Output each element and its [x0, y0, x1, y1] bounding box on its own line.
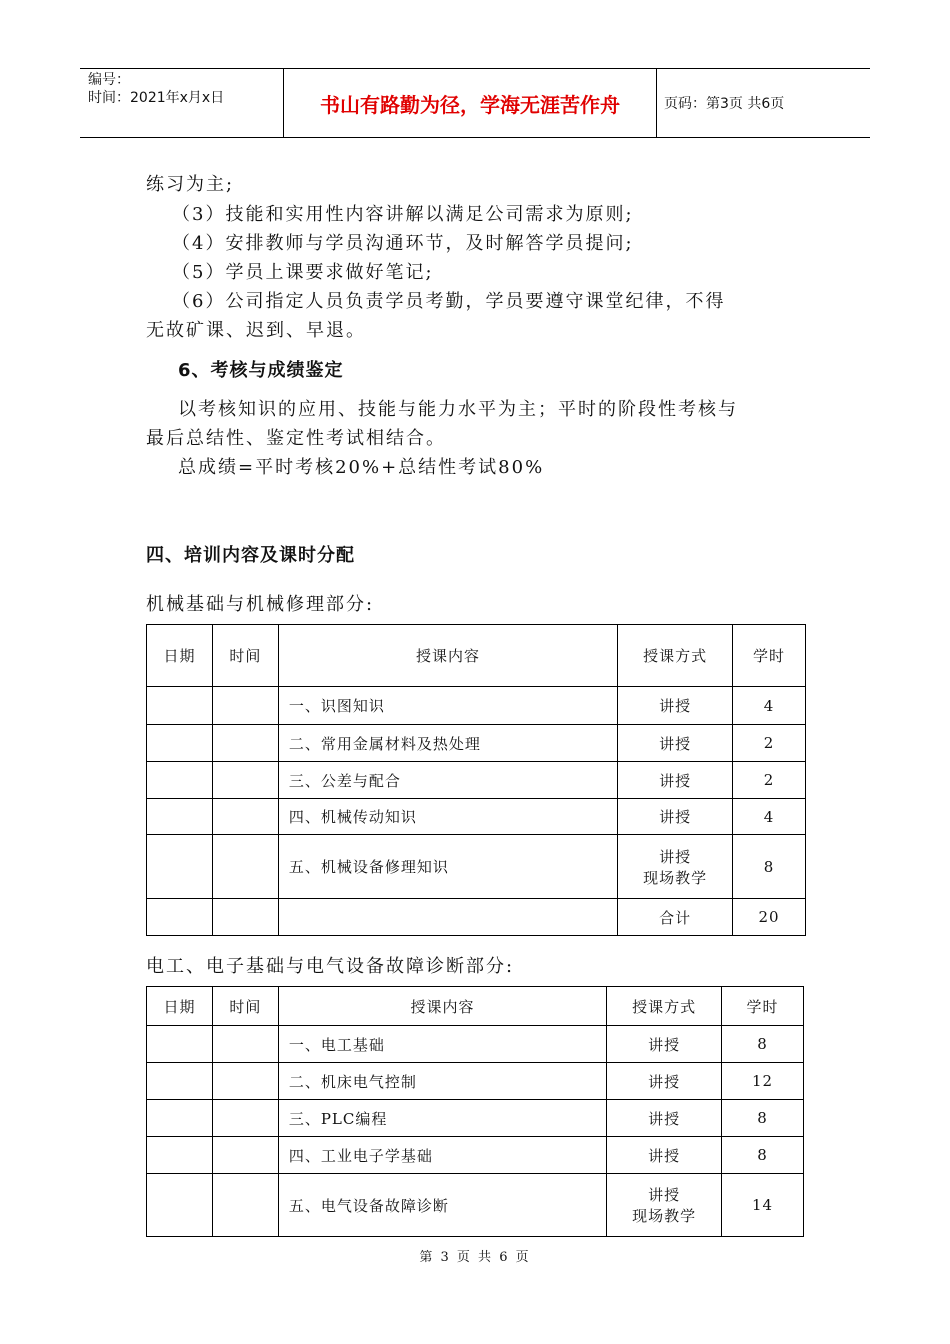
time-label: 时间：2021年x月x日	[88, 90, 225, 106]
content-cell: 五、电气设备故障诊断	[278, 1174, 606, 1237]
body-item-6b: 无故矿课、迟到、早退。	[146, 320, 366, 341]
hours-cell: 8	[733, 835, 806, 899]
header-motto: 书山有路勤为径，学海无涯苦作舟	[283, 69, 657, 137]
hours-cell: 4	[733, 799, 806, 835]
method-cell: 讲授	[618, 725, 733, 762]
header-hours: 学时	[722, 987, 804, 1026]
table-mechanical	[146, 624, 806, 936]
table-electrical	[146, 986, 804, 1237]
content-cell: 一、识图知识	[278, 687, 617, 725]
method-cell: 讲授	[618, 799, 733, 835]
body-line: 练习为主;	[146, 174, 235, 195]
body-item-3: （3）技能和实用性内容讲解以满足公司需求为原则;	[172, 204, 634, 225]
section-6-para-2: 总成绩=平时考核20%+总结性考试80%	[178, 457, 545, 478]
date-cell	[147, 1137, 213, 1174]
content-cell: 四、工业电子学基础	[278, 1137, 606, 1174]
time-cell	[212, 1137, 278, 1174]
method-cell: 讲授	[607, 1026, 722, 1063]
table-row	[147, 1063, 804, 1100]
header-meta	[80, 69, 283, 137]
time-cell	[212, 1174, 278, 1237]
header-method: 授课方式	[607, 987, 722, 1026]
page-header	[80, 68, 870, 138]
table-row	[147, 1137, 804, 1174]
time-cell	[212, 1100, 278, 1137]
table1-caption: 机械基础与机械修理部分:	[146, 594, 375, 615]
date-cell	[147, 1063, 213, 1100]
table-row	[147, 799, 806, 835]
method-cell: 讲授	[607, 1100, 722, 1137]
table-row	[147, 835, 806, 899]
date-cell	[147, 1100, 213, 1137]
table-row	[147, 1174, 804, 1237]
header-time: 时间	[212, 987, 278, 1026]
time-cell	[212, 762, 278, 799]
header-time: 时间	[212, 625, 278, 687]
content-cell: 五、机械设备修理知识	[278, 835, 617, 899]
method-line-2: 现场教学	[643, 868, 708, 887]
table2-caption: 电工、电子基础与电气设备故障诊断部分:	[146, 956, 515, 977]
header-page-info: 页码：第3页 共6页	[664, 96, 785, 112]
table-total-row	[147, 899, 806, 936]
time-cell	[212, 899, 278, 936]
table-row	[147, 725, 806, 762]
body-item-4: （4）安排教师与学员沟通环节，及时解答学员提问;	[172, 233, 634, 254]
hours-cell: 4	[733, 687, 806, 725]
date-cell	[147, 899, 213, 936]
section-6-para-1b: 最后总结性、鉴定性考试相结合。	[146, 428, 446, 449]
content-cell: 二、机床电气控制	[278, 1063, 606, 1100]
method-cell: 讲授	[607, 1063, 722, 1100]
method-line-1: 讲授	[659, 847, 692, 866]
method-cell	[618, 835, 733, 899]
hours-cell: 12	[722, 1063, 804, 1100]
table-row	[147, 762, 806, 799]
section-4-title: 四、培训内容及课时分配	[146, 545, 355, 566]
content-cell: 二、常用金属材料及热处理	[278, 725, 617, 762]
hours-cell: 2	[733, 725, 806, 762]
method-line-2: 现场教学	[632, 1207, 697, 1225]
date-cell	[147, 762, 213, 799]
date-cell	[147, 1174, 213, 1237]
date-cell	[147, 799, 213, 835]
content-cell: 三、PLC编程	[278, 1100, 606, 1137]
header-method: 授课方式	[618, 625, 733, 687]
hours-cell: 14	[722, 1174, 804, 1237]
table-row	[147, 1026, 804, 1063]
date-cell	[147, 1026, 213, 1063]
body-item-6a: （6）公司指定人员负责学员考勤，学员要遵守课堂纪律，不得	[172, 291, 726, 312]
content-cell: 四、机械传动知识	[278, 799, 617, 835]
time-cell	[212, 835, 278, 899]
time-cell	[212, 725, 278, 762]
header-content: 授课内容	[278, 625, 617, 687]
hours-cell: 8	[722, 1026, 804, 1063]
method-line-1: 讲授	[648, 1186, 681, 1204]
method-cell	[607, 1174, 722, 1237]
table-row	[147, 1100, 804, 1137]
total-label-cell: 合计	[618, 899, 733, 936]
date-cell	[147, 725, 213, 762]
hours-cell: 8	[722, 1137, 804, 1174]
header-date: 日期	[147, 625, 213, 687]
header-content: 授课内容	[278, 987, 606, 1026]
header-date: 日期	[147, 987, 213, 1026]
method-cell: 讲授	[618, 762, 733, 799]
table-header-row	[147, 625, 806, 687]
date-cell	[147, 687, 213, 725]
hours-cell: 8	[722, 1100, 804, 1137]
section-6-title: 6、考核与成绩鉴定	[178, 360, 344, 381]
number-label: 编号：	[88, 72, 130, 88]
header-hours: 学时	[733, 625, 806, 687]
hours-cell: 2	[733, 762, 806, 799]
section-6-para-1a: 以考核知识的应用、技能与能力水平为主；平时的阶段性考核与	[178, 399, 738, 420]
table-header-row	[147, 987, 804, 1026]
time-cell	[212, 1026, 278, 1063]
content-cell: 三、公差与配合	[278, 762, 617, 799]
content-cell: 一、电工基础	[278, 1026, 606, 1063]
time-cell	[212, 687, 278, 725]
total-hours-cell: 20	[733, 899, 806, 936]
body-item-5: （5）学员上课要求做好笔记;	[172, 262, 434, 283]
date-cell	[147, 835, 213, 899]
method-cell: 讲授	[607, 1137, 722, 1174]
content-cell	[278, 899, 617, 936]
page-footer: 第 3 页 共 6 页	[419, 1250, 531, 1265]
table-row	[147, 687, 806, 725]
time-cell	[212, 1063, 278, 1100]
method-cell: 讲授	[618, 687, 733, 725]
time-cell	[212, 799, 278, 835]
